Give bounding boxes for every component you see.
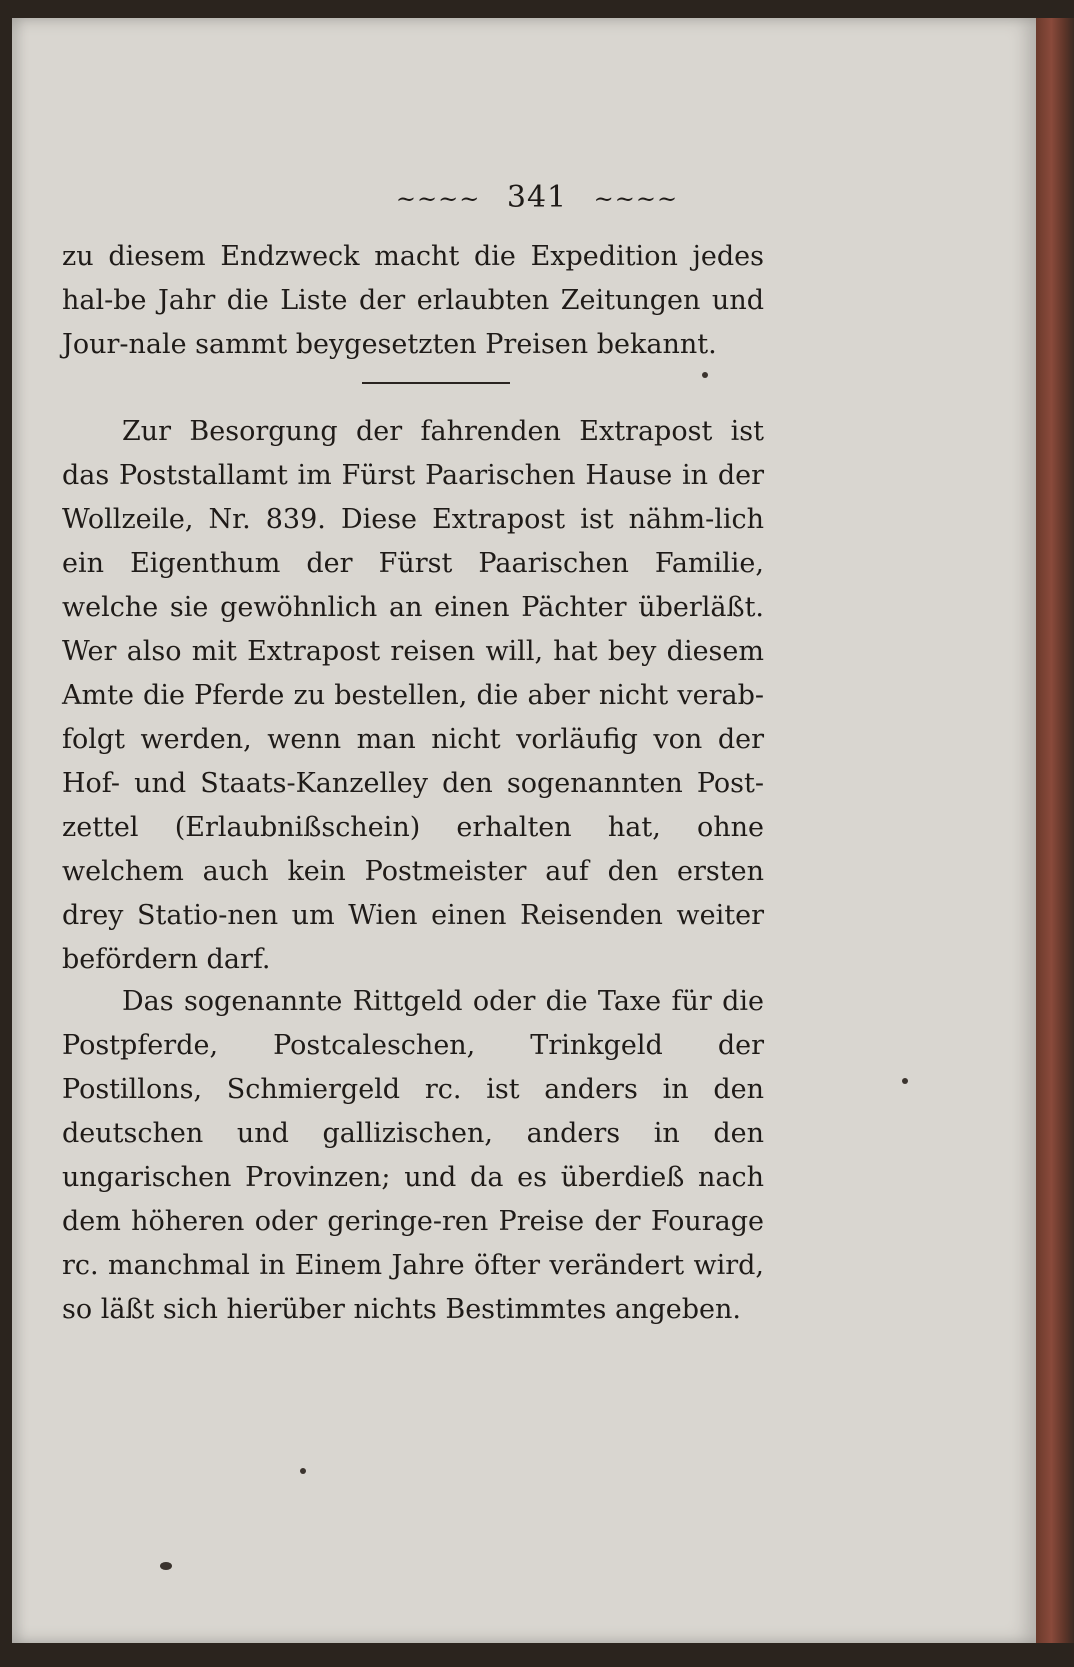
paper-speck [902,1078,908,1084]
paragraph-2: Zur Besorgung der fahrenden Extrapost ist das Poststallamt im Fürst Paarischen Hause in der Wollzeile, Nr. 839. Diese Extrapost ist nähm-lich ein Eigenthum der Fürst Paarischen Familie, welche sie gewöhnlich an einen Pächter überläßt. Wer also mit Extrapost reisen will, hat bey diesem Amte die Pferde zu bestellen, die aber nicht verab-folgt werden, wenn man nicht vorläufig von der Hof- und Staats-Kanzelley den sogenannten Post-zettel (Erlaubnißschein) erhalten hat, ohne welchem auch kein Postmeister auf den ersten drey Statio-nen um Wien einen Reisenden weiter befördern darf. [62,416,764,975]
paragraph-3: Das sogenannte Rittgeld oder die Taxe für die Postpferde, Postcaleschen, Trinkgeld der Postillons, Schmiergeld rc. ist anders in den deutschen und gallizischen, anders in den ungarischen Provinzen; und da es überdieß nach dem höheren oder geringe-ren Preise der Fourage rc. manchmal in Einem Jahre öfter verändert wird, so läßt sich hierüber nichts Bestimmtes angeben. [62,986,764,1325]
header-ornament-right: ~~~~ [593,185,679,213]
paper-speck [300,1468,306,1474]
paper-speck [702,372,708,378]
page-number: 341 [506,180,568,215]
paragraph-1: zu diesem Endzweck macht die Expedition jedes hal-be Jahr die Liste der erlaubten Zeitungen und Jour-nale sammt beygesetzten Preisen bekannt. [62,241,764,360]
book-edge [1036,18,1074,1643]
page-header [0,180,1074,215]
header-ornament-left: ~~~~ [395,185,481,213]
section-divider [362,382,510,384]
paper-speck [160,1562,172,1570]
